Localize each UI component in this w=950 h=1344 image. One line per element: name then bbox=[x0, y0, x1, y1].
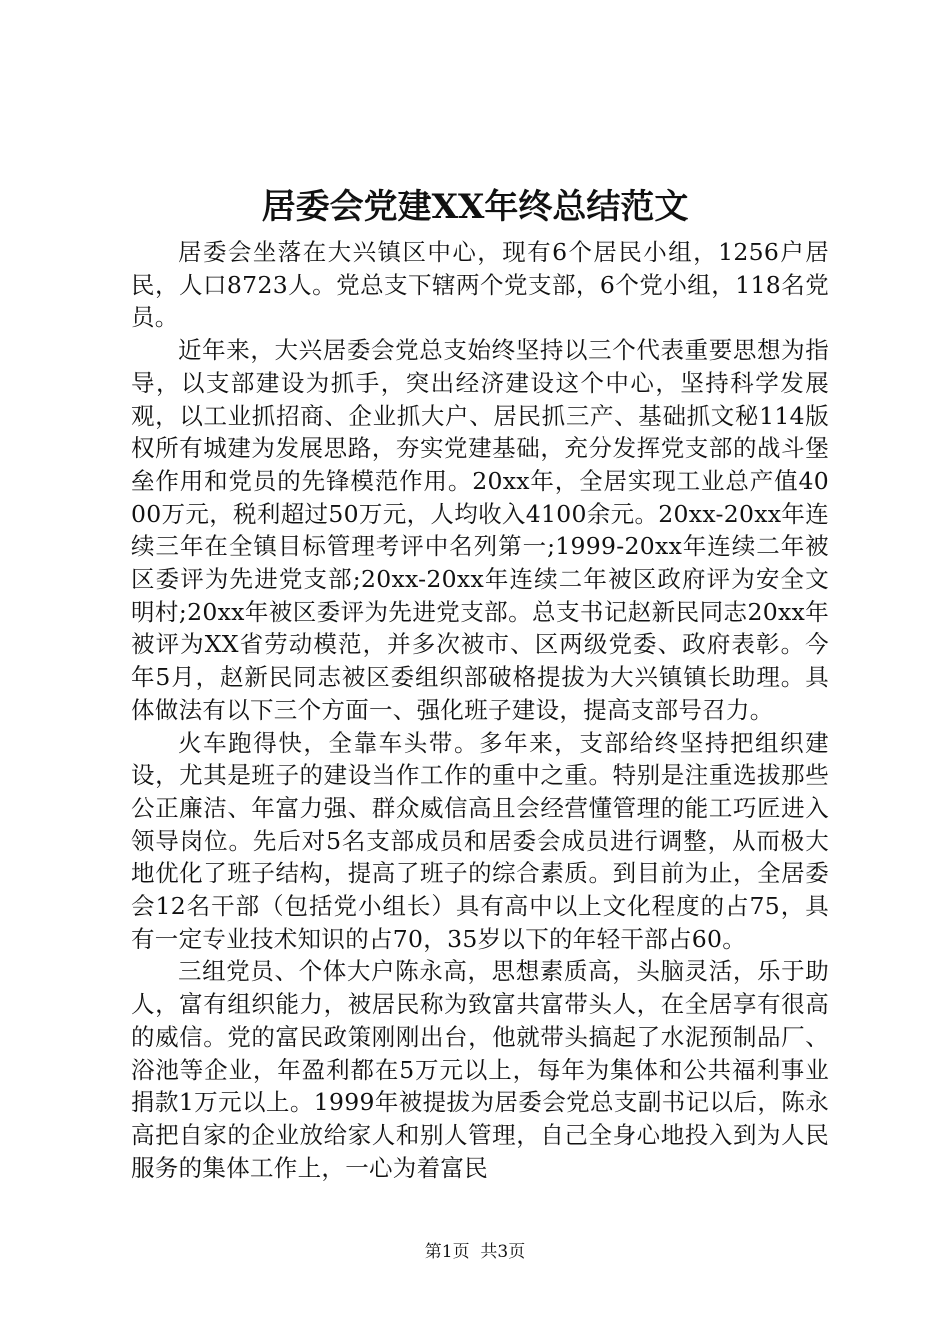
footer-spacer bbox=[470, 1242, 481, 1262]
paragraph-achievements: 近年来，大兴居委会党总支始终坚持以三个代表重要思想为指导，以支部建设为抓手，突出经济建设这个中心，坚持科学发展观，以工业抓招商、企业抓大户、居民抓三产、基础抓文秘114版权所有城建为发展思路，夯实党建基础，充分发挥党支部的战斗堡垒作用和党员的先锋模范作用。20xx年，全居实现工业总产值4000万元，税利超过50万元，人均收入4100余元。20xx-20xx年连续三年在全镇目标管理考评中名列第一;1999-20xx年连续二年被区委评为先进党支部;20xx-20xx年连续二年被区政府评为安全文明村;20xx年被区委评为先进党支部。总支书记赵新民同志20xx年被评为XX省劳动模范，并多次被市、区两级党委、政府表彰。今年5月，赵新民同志被区委组织部破格提拔为大兴镇镇长助理。具体做法有以下三个方面一、强化班子建设，提高支部号召力。 bbox=[131, 336, 829, 724]
page-footer bbox=[0, 1240, 950, 1264]
paragraph-intro: 居委会坐落在大兴镇区中心，现有6个居民小组，1256户居民，人口8723人。党总支下辖两个党支部，6个党小组，118名党员。 bbox=[131, 238, 829, 332]
paragraph-leadership: 火车跑得快，全靠车头带。多年来，支部给终坚持把组织建设，尤其是班子的建设当作工作的重中之重。特别是注重选拔那些公正廉洁、年富力强、群众威信高且会经营懂管理的能工巧匠进入领导岗位。先后对5名支部成员和居委会成员进行调整，从而极大地优化了班子结构，提高了班子的综合素质。到目前为止，全居委会12名干部（包括党小组长）具有高中以上文化程度的占75，具有一定专业技术知识的占70，35岁以下的年轻干部占60。 bbox=[131, 728, 829, 953]
document-body bbox=[131, 236, 829, 1184]
document-title: 居委会党建XX年终总结范文 bbox=[261, 187, 689, 227]
page-total: 共3页 bbox=[480, 1242, 526, 1262]
paragraph-example-member: 三组党员、个体大户陈永高，思想素质高，头脑灵活，乐于助人，富有组织能力，被居民称为致富共富带头人，在全居享有很高的威信。党的富民政策刚刚出台，他就带头搞起了水泥预制品厂、浴池等企业，年盈利都在5万元以上，每年为集体和公共福利事业捐款1万元以上。1999年被提拔为居委会党总支副书记以后，陈永高把自家的企业放给家人和别人管理，自己全身心地投入到为人民服务的集体工作上，一心为着富民 bbox=[131, 957, 829, 1182]
page-number: 第1页 bbox=[424, 1242, 470, 1262]
